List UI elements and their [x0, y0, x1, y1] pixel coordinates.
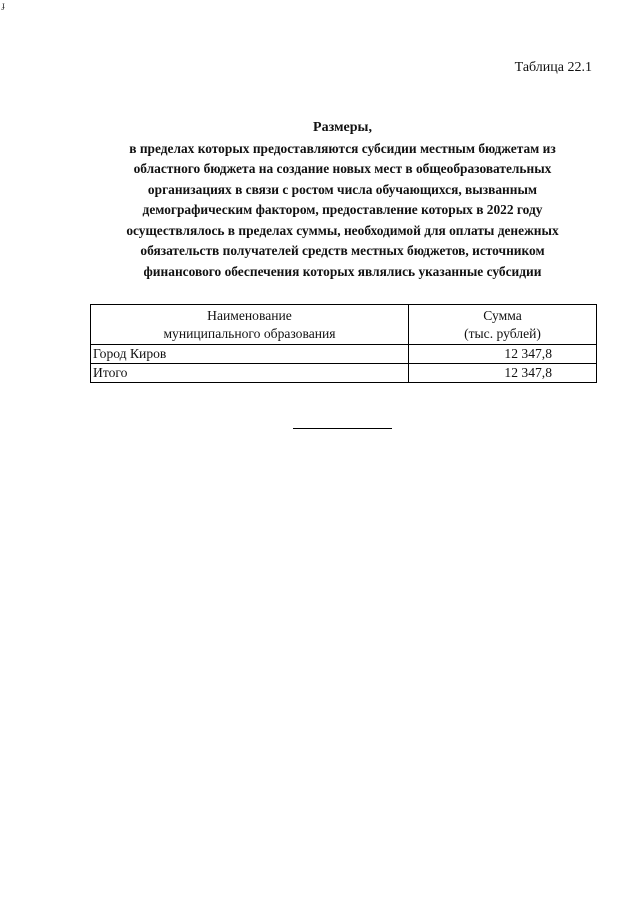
heading-line: демографическим фактором, предоставление которых в 2022 году [142, 202, 543, 217]
column-header-sum-line1: Сумма [483, 308, 522, 323]
total-sum-cell: 12 347,8 [409, 364, 597, 383]
table-number-label: Таблица 22.1 [514, 60, 592, 75]
column-header-sum-line2: (тыс. рублей) [464, 325, 541, 341]
subsidy-table [90, 304, 597, 383]
table-heading [80, 118, 605, 282]
column-header-name-line1: Наименование [207, 308, 292, 323]
heading-line: осуществлялось в пределах суммы, необходимой для оплаты денежных [126, 222, 559, 238]
table-total-row [91, 364, 597, 383]
heading-line: в пределах которых предоставляются субсидии местным бюджетам из [129, 140, 556, 156]
municipality-name-cell: Город Киров [91, 345, 409, 364]
scan-corner-mark: ɟ [2, 0, 5, 10]
end-of-document-rule [293, 428, 392, 429]
total-label-cell: Итого [91, 364, 409, 383]
heading-line: областного бюджета на создание новых мест в общеобразовательных [133, 161, 552, 176]
heading-line: организациях в связи с ростом числа обучающихся, вызванным [147, 181, 538, 197]
table-row [91, 345, 597, 364]
sum-cell: 12 347,8 [409, 345, 597, 364]
table-header-row [91, 305, 597, 345]
column-header-name-line2: муниципального образования [163, 325, 336, 341]
heading-title: Размеры, [313, 120, 372, 135]
heading-line: обязательств получателей средств местных бюджетов, источником [140, 243, 545, 258]
column-header-name [91, 305, 409, 345]
column-header-sum [409, 305, 597, 345]
heading-line: финансового обеспечения которых являлись указанные субсидии [143, 263, 542, 279]
